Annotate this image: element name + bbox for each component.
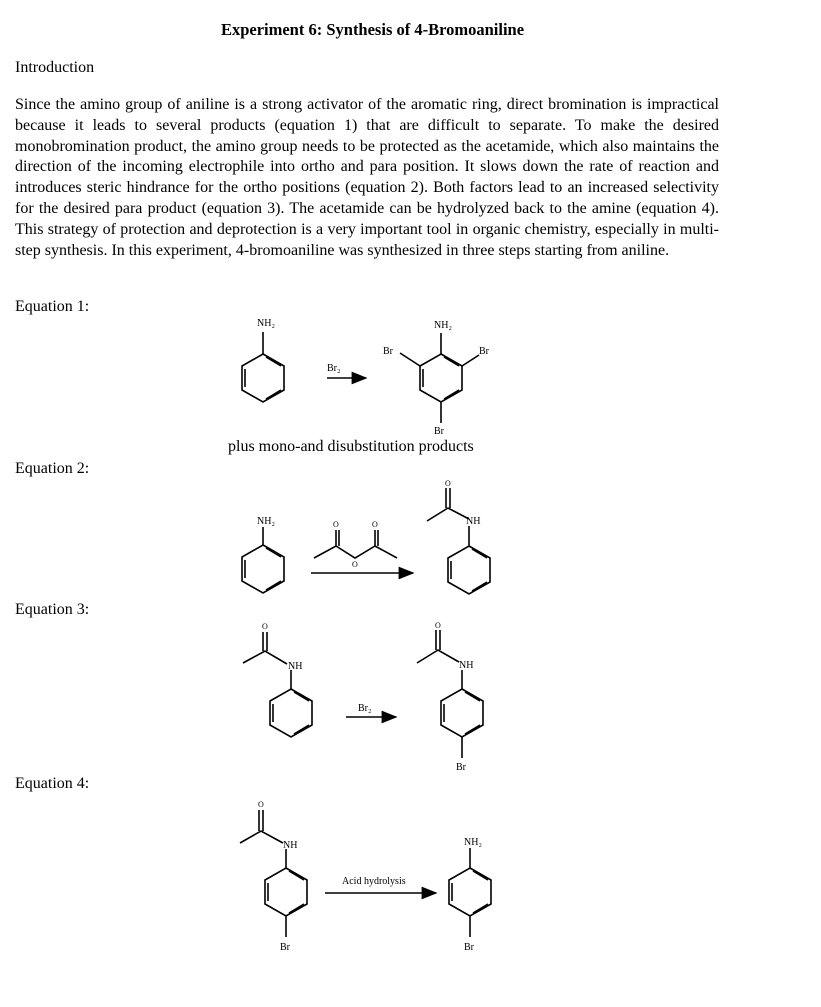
- page-title: Experiment 6: Synthesis of 4-Bromoaniline: [220, 20, 525, 39]
- atom-label-nh2: NH₂: [434, 320, 452, 331]
- atom-label-nh: NH: [459, 660, 474, 671]
- atom-label-nh: NH: [288, 661, 303, 672]
- atom-label-br: Br: [434, 426, 444, 437]
- atom-label-o: O: [258, 800, 264, 809]
- aniline-structure-eq2: [242, 527, 284, 593]
- acetanilide-structure-eq2: [427, 488, 490, 594]
- atom-label-br: Br: [383, 346, 393, 357]
- acetic-anhydride-structure: [314, 530, 397, 558]
- atom-label-o: O: [352, 560, 358, 569]
- reagent-eq3: Br₂: [358, 703, 372, 714]
- equation-1-caption: plus mono-and disubstitution products: [228, 438, 474, 455]
- atom-label-o: O: [445, 479, 451, 488]
- equation-1-label: Equation 1:: [15, 298, 90, 315]
- equation-4-label: Equation 4:: [15, 775, 90, 792]
- atom-label-o: O: [435, 621, 441, 630]
- atom-label-br: Br: [464, 942, 474, 953]
- reagent-eq1: Br₂: [327, 363, 341, 374]
- aniline-structure-eq1: [242, 332, 284, 402]
- acetanilide-structure-eq3: [243, 632, 312, 737]
- section-heading: Introduction: [15, 59, 95, 76]
- bromoaniline-structure: [449, 848, 491, 937]
- bromoacetanilide-structure-eq4: [240, 810, 307, 937]
- atom-label-nh2: NH₂: [257, 516, 275, 527]
- atom-label-nh: NH: [283, 840, 298, 851]
- atom-label-o: O: [333, 520, 339, 529]
- atom-label-nh2: NH₂: [257, 318, 275, 329]
- atom-label-br: Br: [280, 942, 290, 953]
- atom-label-o: O: [262, 622, 268, 631]
- reagent-eq4: Acid hydrolysis: [342, 876, 406, 887]
- bromoacetanilide-structure-eq3: [417, 630, 483, 758]
- atom-label-o: O: [372, 520, 378, 529]
- equation-3-label: Equation 3:: [15, 601, 90, 618]
- tribromoaniline-structure: [400, 333, 479, 423]
- atom-label-nh2: NH₂: [464, 837, 482, 848]
- atom-label-br: Br: [456, 762, 466, 773]
- intro-paragraph: Since the amino group of aniline is a strong activator of the aromatic ring, direct bromination is impractical because it leads to several products (equation 1) that are difficult to separate. To make the desired monobromination product, the amino group needs to be protected as the acetamide, which also maintains the direction of the incoming electrophile into ortho and para position. It slows down the rate of reaction and introduces steric hindrance for the ortho positions (equation 2). Both factors lead to an increased selectivity for the desired para product (equation 3). The acetamide can be hydrolyzed back to the amine (equation 4). This strategy of protection and deprotection is a very important tool in organic chemistry, especially in multi-step synthesis. In this experiment, 4-bromoaniline was synthesized in three steps starting from aniline.: [15, 96, 719, 259]
- atom-label-br: Br: [479, 346, 489, 357]
- equation-2-label: Equation 2:: [15, 460, 90, 477]
- atom-label-nh: NH: [466, 516, 481, 527]
